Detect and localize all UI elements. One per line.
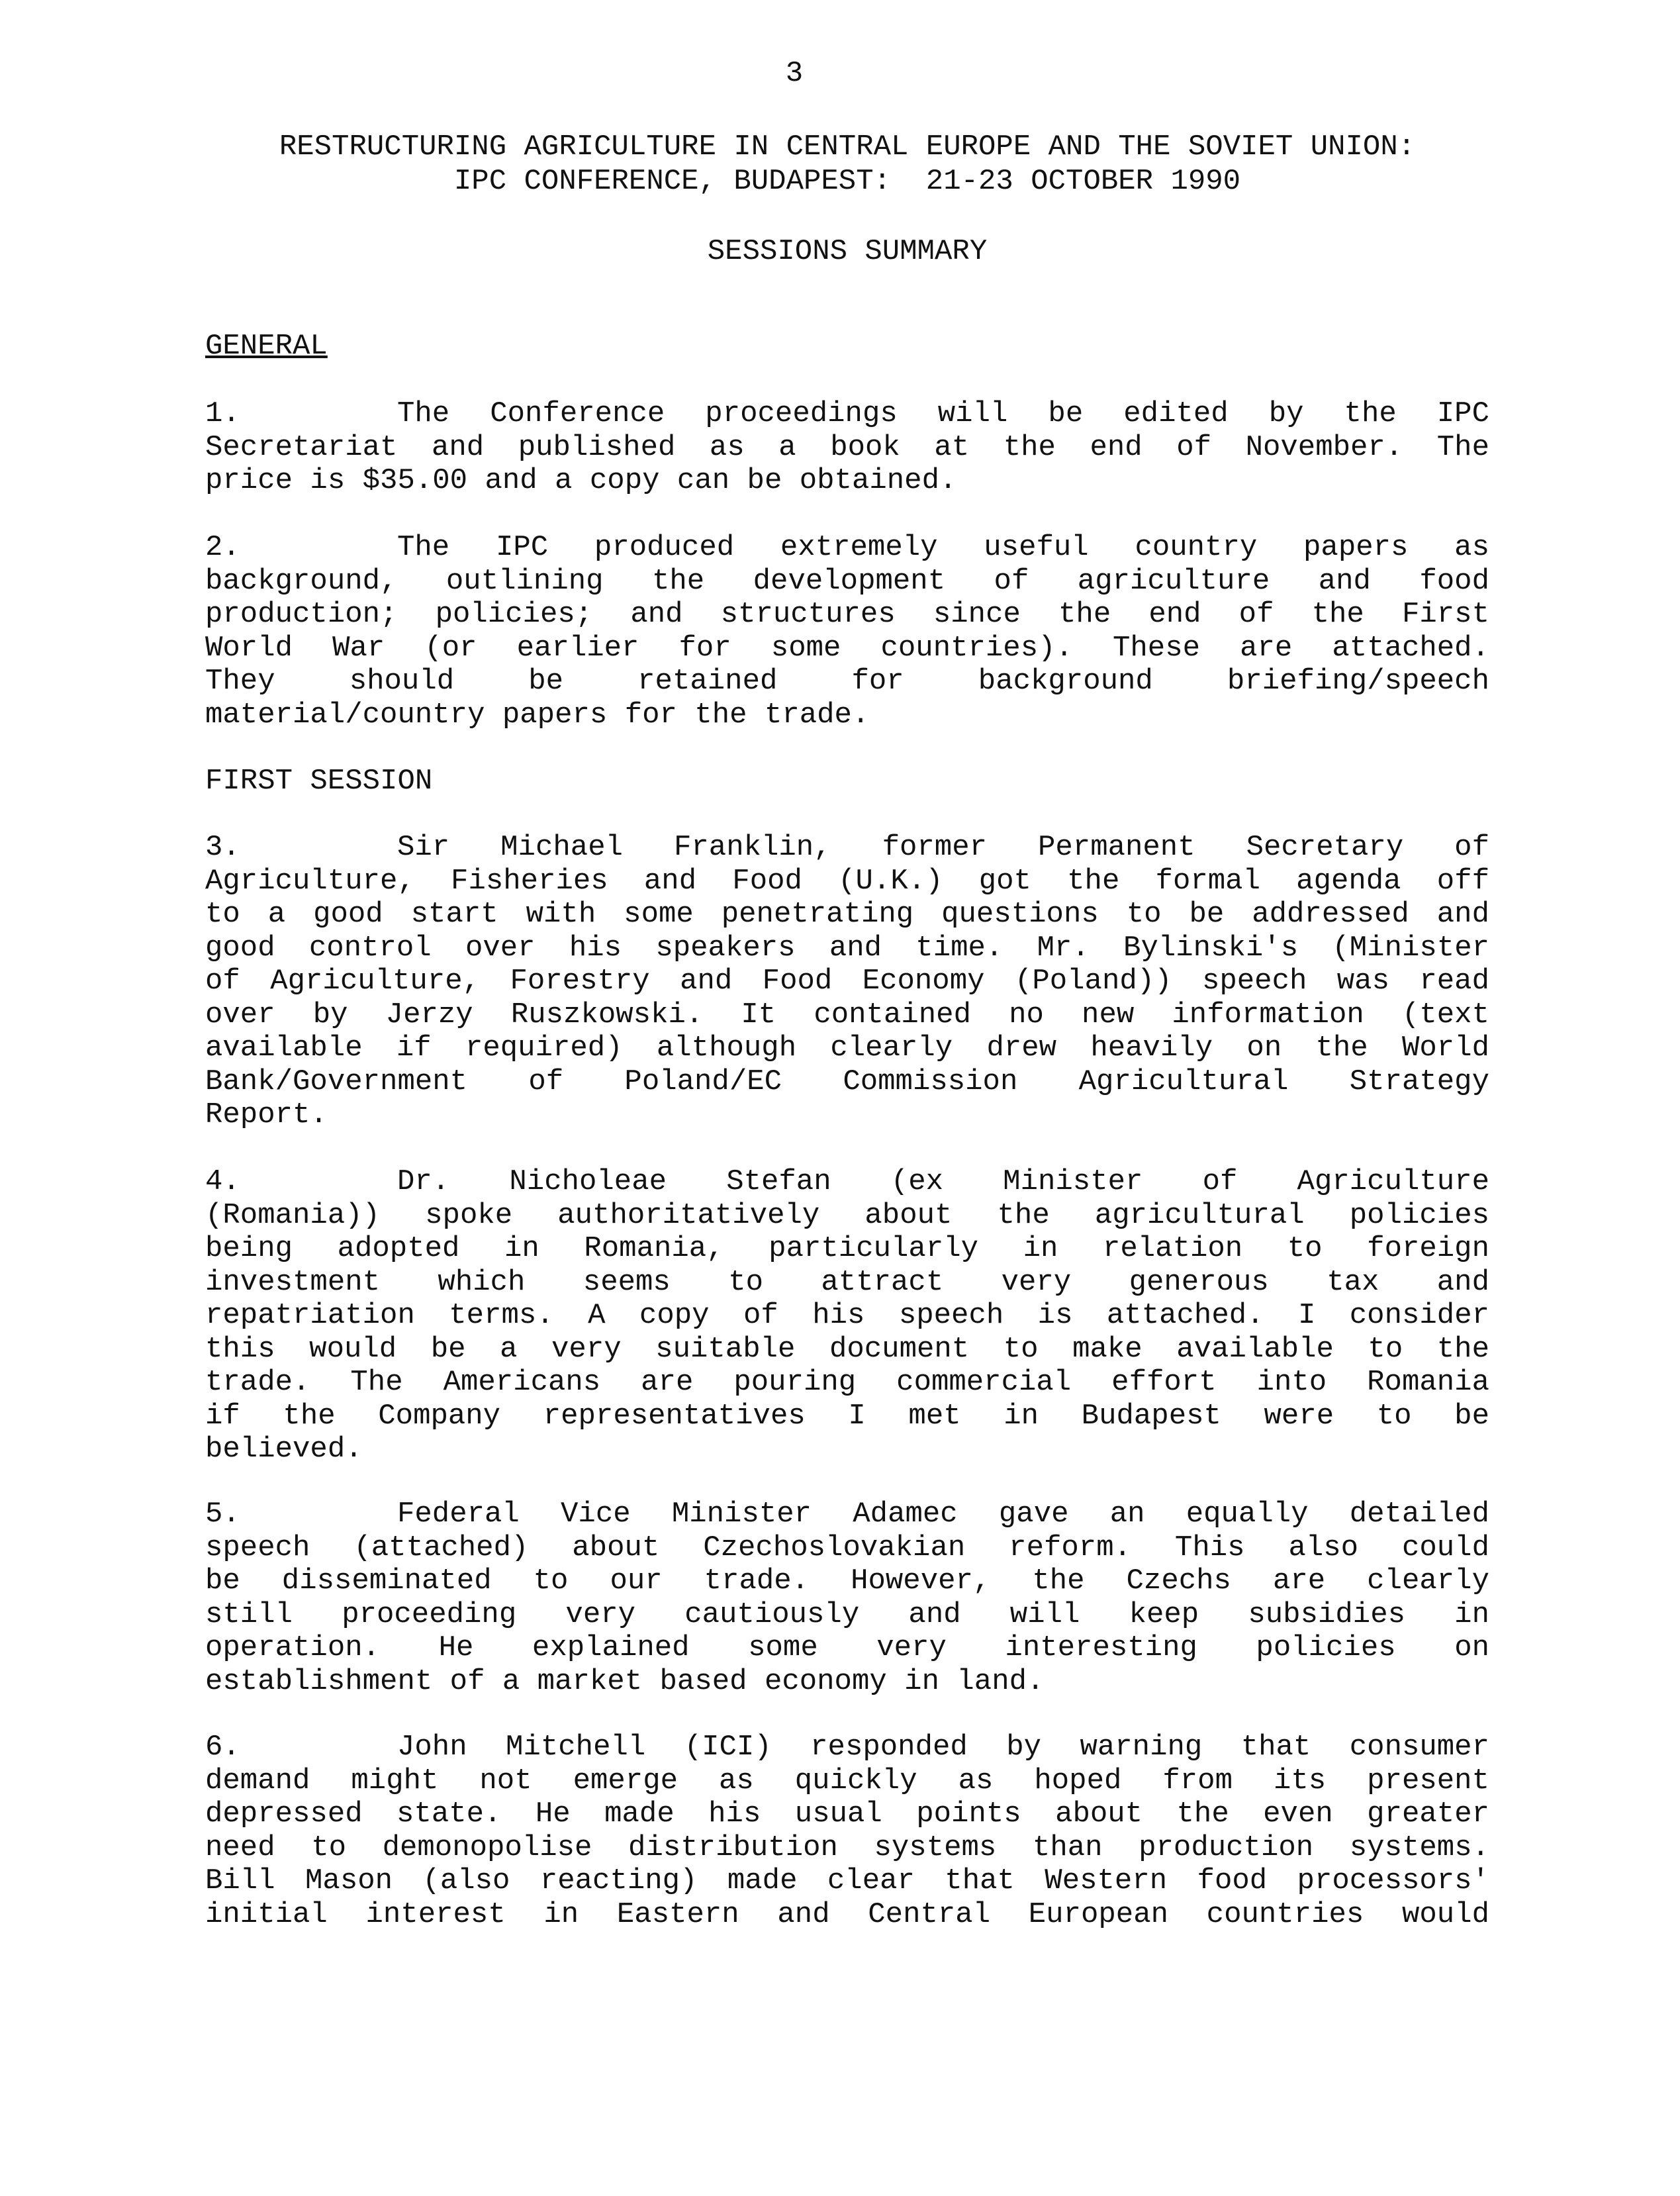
paragraph-line: Bill Mason (also reacting) made clear that Western food processors'	[205, 1864, 1489, 1897]
paragraph-1	[205, 397, 1489, 498]
paragraph-line: good control over his speakers and time. Mr. Bylinski's (Minister	[205, 931, 1489, 965]
paragraph-number: 1.	[205, 397, 240, 430]
section-heading-general: GENERAL	[205, 330, 328, 363]
paragraph-4	[205, 1165, 1489, 1466]
paragraph-6	[205, 1731, 1489, 1931]
paragraph-line: initial interest in Eastern and Central European countries would	[205, 1897, 1489, 1931]
paragraph-line: Sir Michael Franklin, former Permanent Secretary of	[397, 831, 1489, 864]
paragraph-number: 3.	[205, 831, 240, 864]
paragraph-line: believed.	[205, 1433, 363, 1466]
paragraph-line: repatriation terms. A copy of his speech is attached. I consider	[205, 1299, 1489, 1332]
document-title	[199, 130, 1496, 199]
paragraph-line: trade. The Americans are pouring commercial effort into Romania	[205, 1366, 1489, 1399]
title-line-1: RESTRUCTURING AGRICULTURE IN CENTRAL EUROPE AND THE SOVIET UNION:	[279, 130, 1416, 164]
title-line-2: IPC CONFERENCE, BUDAPEST: 21-23 OCTOBER 1990	[453, 165, 1241, 198]
page-number: 3	[785, 57, 804, 90]
paragraph-line: this would be a very suitable document to make available to the	[205, 1332, 1489, 1366]
document-subtitle: SESSIONS SUMMARY	[707, 235, 988, 268]
paragraph-line: be disseminated to our trade. However, the Czechs are clearly	[205, 1564, 1489, 1598]
paragraph-line: Agriculture, Fisheries and Food (U.K.) got the formal agenda off	[205, 864, 1489, 898]
paragraph-line: if the Company representatives I met in Budapest were to be	[205, 1399, 1489, 1433]
paragraph-line: speech (attached) about Czechoslovakian reform. This also could	[205, 1531, 1489, 1564]
paragraph-5	[205, 1498, 1489, 1698]
section-heading-first-session: FIRST SESSION	[205, 765, 433, 798]
paragraph-line: of Agriculture, Forestry and Food Economy (Poland)) speech was read	[205, 965, 1489, 998]
paragraph-line: Secretariat and published as a book at the end of November. The	[205, 430, 1489, 464]
paragraph-line: The Conference proceedings will be edited by the IPC	[397, 397, 1489, 430]
paragraph-number: 5.	[205, 1498, 240, 1531]
paragraph-line: John Mitchell (ICI) responded by warning that consumer	[397, 1731, 1489, 1764]
paragraph-line: need to demonopolise distribution systems than production systems.	[205, 1831, 1489, 1864]
paragraph-3	[205, 831, 1489, 1132]
paragraph-line: World War (or earlier for some countries). These are attached.	[205, 631, 1489, 665]
paragraph-line: demand might not emerge as quickly as hoped from its present	[205, 1764, 1489, 1797]
paragraph-number: 6.	[205, 1731, 240, 1764]
paragraph-line: price is $35.00 and a copy can be obtained.	[205, 464, 957, 497]
paragraph-line: The IPC produced extremely useful country papers as	[397, 531, 1489, 564]
paragraph-line: establishment of a market based economy in land.	[205, 1664, 1045, 1698]
paragraph-line: Dr. Nicholeae Stefan (ex Minister of Agriculture	[397, 1165, 1489, 1198]
paragraph-number: 2.	[205, 531, 240, 564]
paragraph-line: over by Jerzy Ruszkowski. It contained no new information (text	[205, 998, 1489, 1031]
paragraph-line: production; policies; and structures since the end of the First	[205, 598, 1489, 631]
paragraph-line: (Romania)) spoke authoritatively about the agricultural policies	[205, 1198, 1489, 1232]
paragraph-line: being adopted in Romania, particularly in relation to foreign	[205, 1232, 1489, 1265]
paragraph-line: They should be retained for background briefing/speech	[205, 665, 1489, 698]
paragraph-line: Bank/Government of Poland/EC Commission Agricultural Strategy	[205, 1065, 1489, 1098]
paragraph-2	[205, 531, 1489, 732]
paragraph-line: available if required) although clearly drew heavily on the World	[205, 1031, 1489, 1065]
paragraph-line: still proceeding very cautiously and will keep subsidies in	[205, 1598, 1489, 1631]
paragraph-line: Federal Vice Minister Adamec gave an equally detailed	[397, 1498, 1489, 1531]
paragraph-line: investment which seems to attract very generous tax and	[205, 1265, 1489, 1299]
paragraph-line: operation. He explained some very interesting policies on	[205, 1631, 1489, 1664]
paragraph-line: material/country papers for the trade.	[205, 698, 870, 732]
paragraph-line: to a good start with some penetrating questions to be addressed and	[205, 898, 1489, 931]
paragraph-number: 4.	[205, 1165, 240, 1198]
paragraph-line: background, outlining the development of agriculture and food	[205, 564, 1489, 598]
paragraph-line: Report.	[205, 1098, 328, 1131]
paragraph-line: depressed state. He made his usual points about the even greater	[205, 1797, 1489, 1831]
